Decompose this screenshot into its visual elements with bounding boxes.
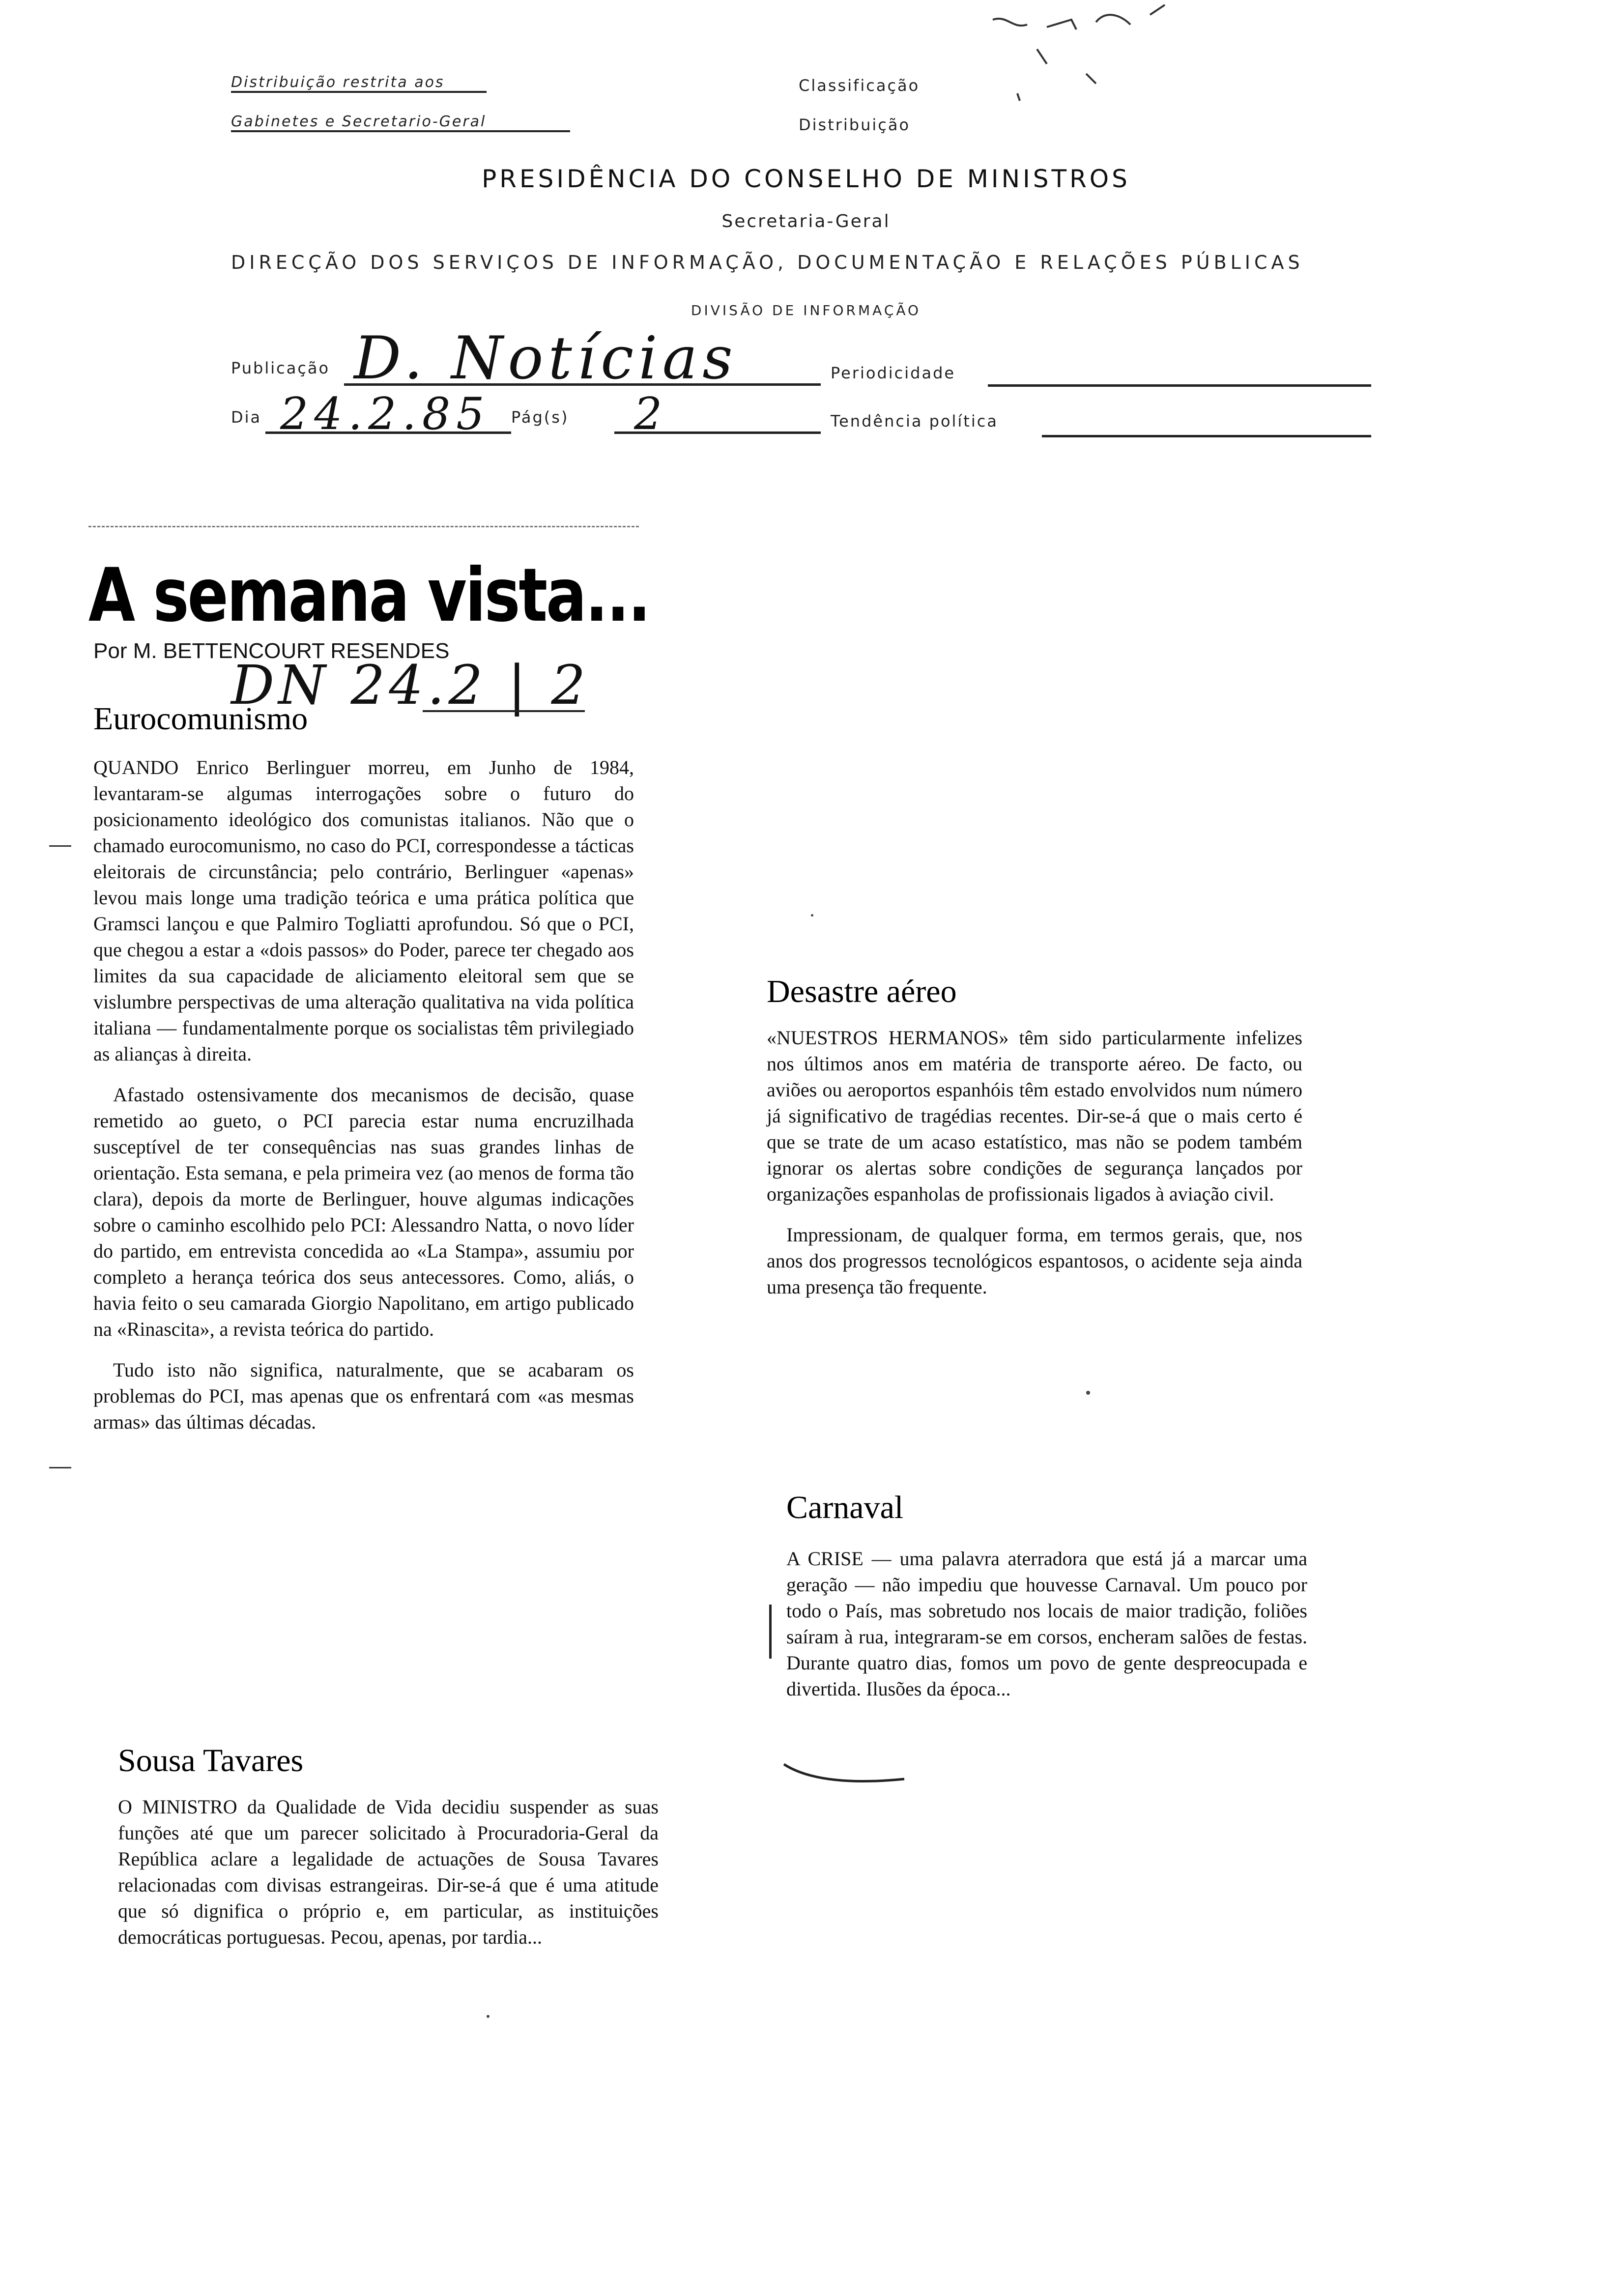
publicacao-underline [344,383,821,386]
masthead-title: A semana vista... [88,553,649,638]
paginas-value: 2 [634,388,662,440]
tendencia-underline [1042,435,1371,437]
publicacao-value: D. Notícias [354,324,738,393]
section-body-sousa-tavares [118,1794,659,1965]
paragraph: Impressionam, de qualquer forma, em termos gerais, que, nos anos dos progressos tecnológicos espantosos, o acidente seja ainda uma presença tão frequente. [767,1224,1302,1298]
pen-scribble-mark [973,0,1199,118]
section-body-carnaval [786,1546,1307,1717]
byline: Por M. BETTENCOURT RESENDES [93,639,450,663]
pen-stroke-mark [781,1759,909,1789]
tendencia-politica-label: Tendência política [831,412,998,430]
dia-value: 24.2.85 [280,388,490,440]
annotation-underline [423,710,585,712]
divisao-informacao-title: DIVISÃO DE INFORMAÇÃO [691,302,921,318]
margin-mark [49,845,71,847]
presidencia-title: PRESIDÊNCIA DO CONSELHO DE MINISTROS [482,165,1130,193]
periodicidade-underline [988,384,1371,387]
distribuicao-label: Distribuição [799,115,911,134]
classificacao-label: Classificação [799,76,920,95]
paginas-underline [614,431,821,434]
direccao-servicos-title: DIRECÇÃO DOS SERVIÇOS DE INFORMAÇÃO, DOCUMENTAÇÃO E RELAÇÕES PÚBLICAS [231,252,1304,273]
section-body-eurocomunismo [93,754,634,1450]
margin-bracket-mark [769,1605,772,1659]
paginas-label: Pág(s) [511,408,569,427]
paragraph: A CRISE — uma palavra aterradora que está já a marcar uma geração — não impediu que houvesse Carnaval. Um pouco por todo o País, mas sobretudo nos locais de maior tradição, foliões saíram à rua, integraram-se em corsos, encheram salões de festas. Durante quatro dias, fomos um povo de gente despreocupada e divertida. Ilusões da época... [786,1548,1307,1700]
paragraph: QUANDO Enrico Berlinguer morreu, em Junho de 1984, levantaram-se algumas interrogações sobre o futuro do posicionamento ideológico dos comunistas italianos. Não que o chamado eurocomunismo, no caso do PCI, correspondesse a tácticas eleitorais de circunstância; pelo contrário, Berlinguer «apenas» levou mais longe uma tradição teórica e uma prática política que Gramsci lançou e que Palmiro Togliatti aprofundou. Só que o PCI, que chegou a estar a «dois passos» do Poder, parece ter chegado aos limites da sua capacidade de aliciamento eleitoral sem que se vislumbre perspectivas de uma alteração qualitativa na vida política italiana — fundamentalmente porque os socialistas têm privilegiado as alianças à direita. [93,756,634,1065]
section-title-carnaval: Carnaval [786,1490,904,1525]
clipping-cut-edge [88,526,639,527]
paragraph: O MINISTRO da Qualidade de Vida decidiu suspender as suas funções até que um parecer solicitado à Procuradoria-Geral da República aclare a legalidade de actuações de Sousa Tavares relacionadas com divisas estrangeiras. Dir-se-á que é uma atitude que só dignifica o próprio e, em particular, as instituições democráticas portuguesas. Pecou, apenas, por tardia... [118,1796,659,1948]
handwritten-annotation: DN 24.2 | 2 [231,654,590,717]
paragraph: Tudo isto não significa, naturalmente, que se acabaram os problemas do PCI, mas apenas que os enfrentará com «as mesmas armas» das últimas décadas. [93,1359,634,1433]
scan-speck [1086,1391,1090,1395]
dia-underline [265,431,511,434]
restricted-distribution-line-2: Gabinetes e Secretario-Geral [231,113,570,132]
section-title-eurocomunismo: Eurocomunismo [93,701,308,737]
margin-mark [49,1467,71,1468]
section-title-sousa-tavares: Sousa Tavares [118,1743,304,1779]
scan-speck [811,914,813,917]
publicacao-label: Publicação [231,359,330,377]
section-body-desastre-aereo [767,1025,1302,1315]
secretaria-geral-title: Secretaria-Geral [721,211,891,231]
section-title-desastre-aereo: Desastre aéreo [767,974,957,1009]
paragraph: Afastado ostensivamente dos mecanismos de decisão, quase remetido ao gueto, o PCI parecia estar numa encruzilhada susceptível de ter consequências nas suas grandes linhas de orientação. Esta semana, e pela primeira vez (ao menos de forma tão clara), depois da morte de Berlinguer, houve algumas indicações sobre o caminho escolhido pelo PCI: Alessandro Natta, o novo líder do partido, em entrevista concedida ao «La Stampa», assumiu por completo a herança teórica dos seus antecessores. Como, aliás, o havia feito o seu camarada Giorgio Napolitano, em artigo publicado na «Rinascita», a revista teórica do partido. [93,1084,634,1340]
dia-label: Dia [231,408,262,427]
paragraph: «NUESTROS HERMANOS» têm sido particularmente infelizes nos últimos anos em matéria de transporte aéreo. De facto, ou aviões ou aeroportos espanhóis têm estado envolvidos num número já significativo de tragédias recentes. Dir-se-á que o mais certo é que se trate de um acaso estatístico, mas não se podem também ignorar os alertas sobre condições de segurança lançados por organizações espanholas de profissionais ligados à aviação civil. [767,1027,1302,1205]
periodicidade-label: Periodicidade [831,364,956,382]
restricted-distribution-line-1: Distribuição restrita aos [231,74,487,93]
scan-speck [487,2015,489,2018]
